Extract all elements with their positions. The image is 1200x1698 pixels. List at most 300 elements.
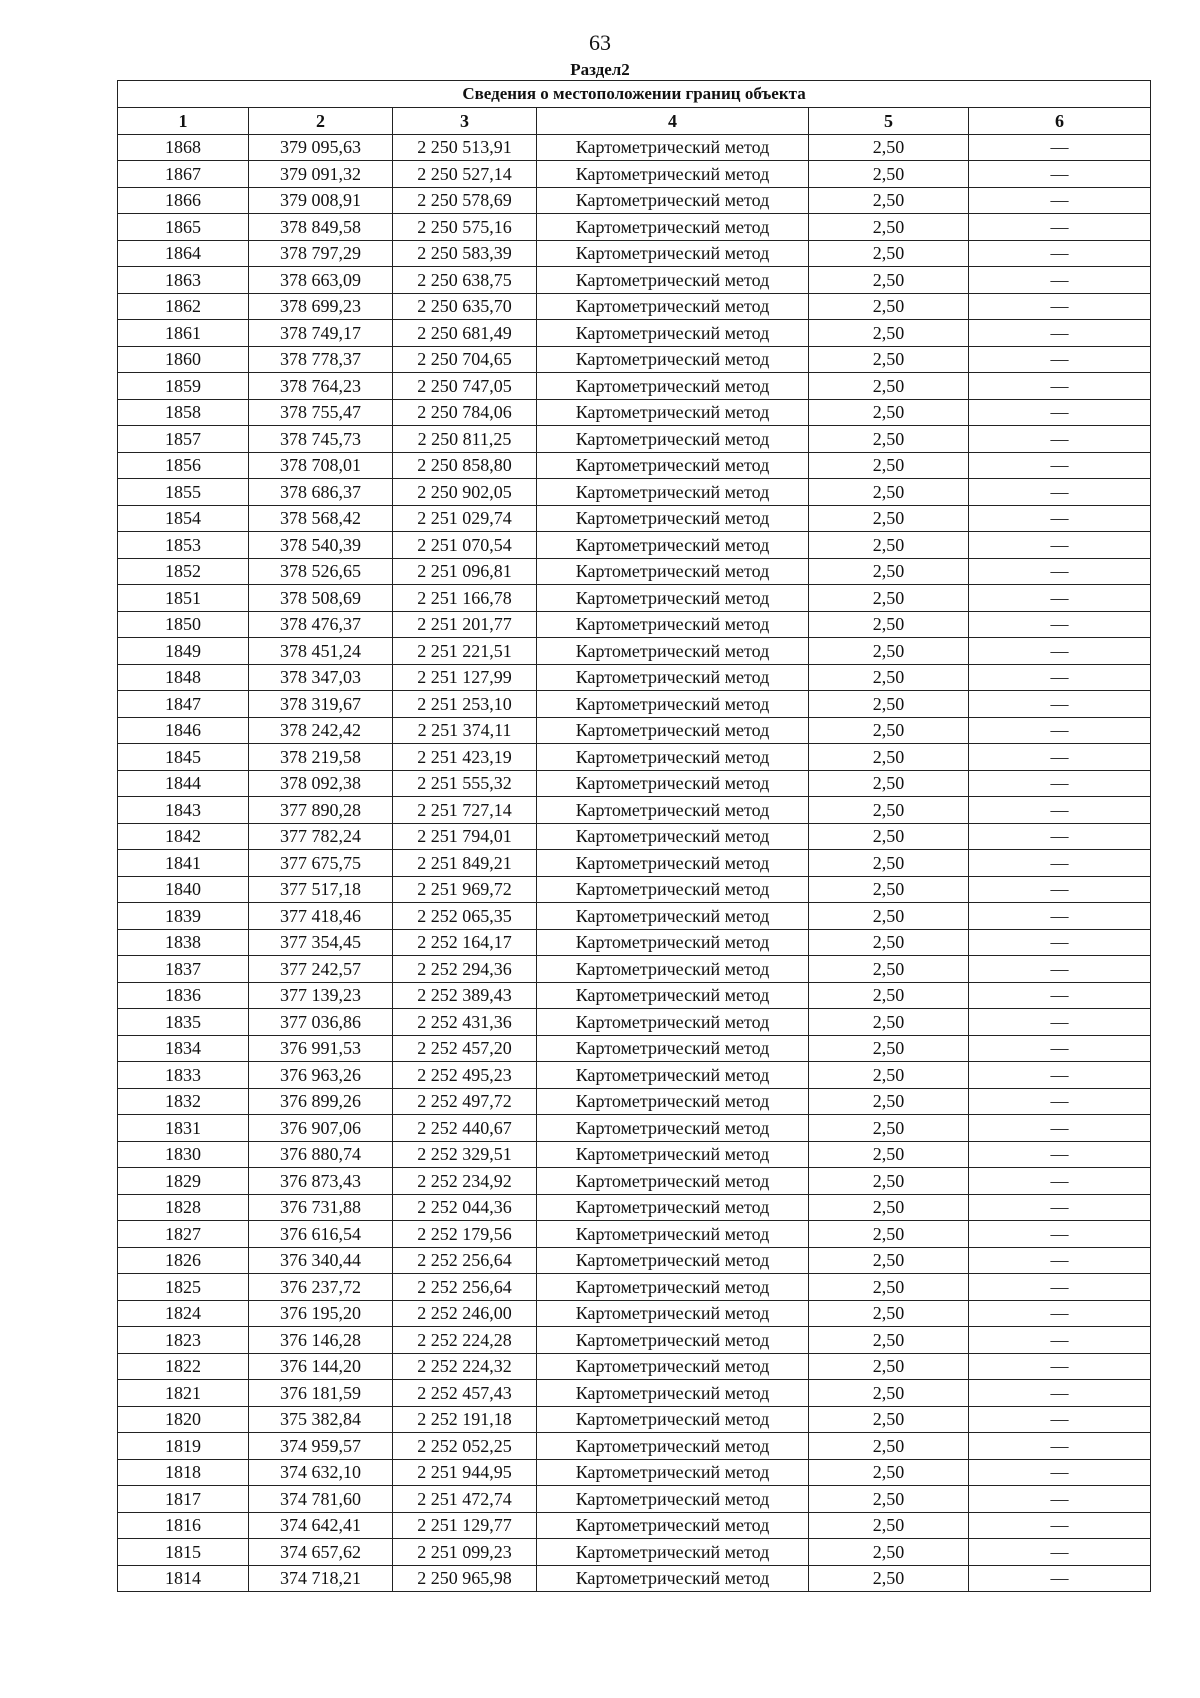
x-coordinate-cell: 378 849,58: [249, 214, 393, 241]
accuracy-cell: 2,50: [809, 638, 969, 665]
point-number-cell: 1830: [118, 1141, 249, 1168]
x-coordinate-cell: 376 991,53: [249, 1035, 393, 1062]
x-coordinate-cell: 378 708,01: [249, 452, 393, 479]
x-coordinate-cell: 374 959,57: [249, 1433, 393, 1460]
accuracy-cell: 2,50: [809, 1035, 969, 1062]
method-cell: Картометрический метод: [537, 1009, 809, 1036]
y-coordinate-cell: 2 252 234,92: [393, 1168, 537, 1195]
method-cell: Картометрический метод: [537, 717, 809, 744]
method-cell: Картометрический метод: [537, 214, 809, 241]
method-cell: Картометрический метод: [537, 532, 809, 559]
y-coordinate-cell: 2 250 858,80: [393, 452, 537, 479]
method-cell: Картометрический метод: [537, 956, 809, 983]
method-cell: Картометрический метод: [537, 1327, 809, 1354]
point-number-cell: 1834: [118, 1035, 249, 1062]
accuracy-cell: 2,50: [809, 664, 969, 691]
accuracy-cell: 2,50: [809, 1327, 969, 1354]
point-number-cell: 1848: [118, 664, 249, 691]
y-coordinate-cell: 2 250 965,98: [393, 1565, 537, 1592]
table-row: [118, 744, 1151, 771]
accuracy-cell: 2,50: [809, 426, 969, 453]
table-row: [118, 1380, 1151, 1407]
table-row: [118, 1168, 1151, 1195]
section-title: Раздел2: [570, 60, 630, 79]
y-coordinate-cell: 2 250 575,16: [393, 214, 537, 241]
method-cell: Картометрический метод: [537, 850, 809, 877]
accuracy-cell: 2,50: [809, 505, 969, 532]
table-row: [118, 134, 1151, 161]
note-cell: —: [969, 1168, 1151, 1195]
y-coordinate-cell: 2 252 065,35: [393, 903, 537, 930]
method-cell: Картометрический метод: [537, 929, 809, 956]
point-number-cell: 1854: [118, 505, 249, 532]
column-header: 1: [118, 108, 249, 135]
note-cell: —: [969, 1247, 1151, 1274]
accuracy-cell: 2,50: [809, 1221, 969, 1248]
y-coordinate-cell: 2 252 440,67: [393, 1115, 537, 1142]
method-cell: Картометрический метод: [537, 1088, 809, 1115]
note-cell: —: [969, 240, 1151, 267]
y-coordinate-cell: 2 251 472,74: [393, 1486, 537, 1513]
x-coordinate-cell: 378 540,39: [249, 532, 393, 559]
method-cell: Картометрический метод: [537, 1353, 809, 1380]
method-cell: Картометрический метод: [537, 1539, 809, 1566]
note-cell: —: [969, 346, 1151, 373]
table-row: [118, 638, 1151, 665]
x-coordinate-cell: 379 091,32: [249, 161, 393, 188]
x-coordinate-cell: 376 963,26: [249, 1062, 393, 1089]
method-cell: Картометрический метод: [537, 823, 809, 850]
accuracy-cell: 2,50: [809, 1115, 969, 1142]
accuracy-cell: 2,50: [809, 1300, 969, 1327]
note-cell: —: [969, 929, 1151, 956]
y-coordinate-cell: 2 252 495,23: [393, 1062, 537, 1089]
column-header: 6: [969, 108, 1151, 135]
point-number-cell: 1815: [118, 1539, 249, 1566]
table-row: [118, 1565, 1151, 1592]
accuracy-cell: 2,50: [809, 1353, 969, 1380]
point-number-cell: 1837: [118, 956, 249, 983]
note-cell: —: [969, 1300, 1151, 1327]
note-cell: —: [969, 532, 1151, 559]
method-cell: Картометрический метод: [537, 293, 809, 320]
note-cell: —: [969, 903, 1151, 930]
note-cell: —: [969, 876, 1151, 903]
note-cell: —: [969, 664, 1151, 691]
y-coordinate-cell: 2 251 794,01: [393, 823, 537, 850]
method-cell: Картометрический метод: [537, 1486, 809, 1513]
y-coordinate-cell: 2 252 256,64: [393, 1247, 537, 1274]
method-cell: Картометрический метод: [537, 187, 809, 214]
accuracy-cell: 2,50: [809, 876, 969, 903]
table-row: [118, 691, 1151, 718]
note-cell: —: [969, 1512, 1151, 1539]
method-cell: Картометрический метод: [537, 1380, 809, 1407]
y-coordinate-cell: 2 251 029,74: [393, 505, 537, 532]
x-coordinate-cell: 378 347,03: [249, 664, 393, 691]
note-cell: —: [969, 1565, 1151, 1592]
note-cell: —: [969, 214, 1151, 241]
x-coordinate-cell: 376 907,06: [249, 1115, 393, 1142]
point-number-cell: 1860: [118, 346, 249, 373]
method-cell: Картометрический метод: [537, 1115, 809, 1142]
note-cell: —: [969, 770, 1151, 797]
note-cell: —: [969, 426, 1151, 453]
table-row: [118, 558, 1151, 585]
method-cell: Картометрический метод: [537, 346, 809, 373]
table-row: [118, 532, 1151, 559]
point-number-cell: 1824: [118, 1300, 249, 1327]
point-number-cell: 1840: [118, 876, 249, 903]
column-header: 5: [809, 108, 969, 135]
accuracy-cell: 2,50: [809, 850, 969, 877]
accuracy-cell: 2,50: [809, 558, 969, 585]
point-number-cell: 1820: [118, 1406, 249, 1433]
point-number-cell: 1814: [118, 1565, 249, 1592]
method-cell: Картометрический метод: [537, 585, 809, 612]
accuracy-cell: 2,50: [809, 1380, 969, 1407]
table-row: [118, 1353, 1151, 1380]
method-cell: Картометрический метод: [537, 479, 809, 506]
table-row: [118, 585, 1151, 612]
x-coordinate-cell: 378 745,73: [249, 426, 393, 453]
note-cell: —: [969, 1406, 1151, 1433]
table-row: [118, 982, 1151, 1009]
note-cell: —: [969, 1274, 1151, 1301]
table-row: [118, 1141, 1151, 1168]
note-cell: —: [969, 1327, 1151, 1354]
x-coordinate-cell: 378 219,58: [249, 744, 393, 771]
x-coordinate-cell: 377 139,23: [249, 982, 393, 1009]
y-coordinate-cell: 2 252 246,00: [393, 1300, 537, 1327]
method-cell: Картометрический метод: [537, 373, 809, 400]
point-number-cell: 1822: [118, 1353, 249, 1380]
point-number-cell: 1839: [118, 903, 249, 930]
table-row: [118, 611, 1151, 638]
table-row: [118, 426, 1151, 453]
point-number-cell: 1838: [118, 929, 249, 956]
note-cell: —: [969, 956, 1151, 983]
table-row: [118, 1035, 1151, 1062]
x-coordinate-cell: 377 890,28: [249, 797, 393, 824]
note-cell: —: [969, 399, 1151, 426]
note-cell: —: [969, 1009, 1151, 1036]
accuracy-cell: 2,50: [809, 320, 969, 347]
table-row: [118, 1486, 1151, 1513]
accuracy-cell: 2,50: [809, 744, 969, 771]
point-number-cell: 1846: [118, 717, 249, 744]
point-number-cell: 1868: [118, 134, 249, 161]
x-coordinate-cell: 378 319,67: [249, 691, 393, 718]
y-coordinate-cell: 2 251 727,14: [393, 797, 537, 824]
point-number-cell: 1859: [118, 373, 249, 400]
x-coordinate-cell: 377 418,46: [249, 903, 393, 930]
note-cell: —: [969, 638, 1151, 665]
method-cell: Картометрический метод: [537, 1247, 809, 1274]
x-coordinate-cell: 378 092,38: [249, 770, 393, 797]
y-coordinate-cell: 2 252 224,32: [393, 1353, 537, 1380]
point-number-cell: 1857: [118, 426, 249, 453]
accuracy-cell: 2,50: [809, 611, 969, 638]
note-cell: —: [969, 505, 1151, 532]
y-coordinate-cell: 2 251 129,77: [393, 1512, 537, 1539]
accuracy-cell: 2,50: [809, 1433, 969, 1460]
y-coordinate-cell: 2 251 253,10: [393, 691, 537, 718]
table-row: [118, 770, 1151, 797]
x-coordinate-cell: 376 731,88: [249, 1194, 393, 1221]
point-number-cell: 1818: [118, 1459, 249, 1486]
method-cell: Картометрический метод: [537, 1406, 809, 1433]
y-coordinate-cell: 2 252 431,36: [393, 1009, 537, 1036]
table-row: [118, 1062, 1151, 1089]
note-cell: —: [969, 267, 1151, 294]
accuracy-cell: 2,50: [809, 532, 969, 559]
table-row: [118, 1512, 1151, 1539]
point-number-cell: 1853: [118, 532, 249, 559]
x-coordinate-cell: 378 242,42: [249, 717, 393, 744]
method-cell: Картометрический метод: [537, 797, 809, 824]
accuracy-cell: 2,50: [809, 452, 969, 479]
x-coordinate-cell: 376 873,43: [249, 1168, 393, 1195]
x-coordinate-cell: 378 755,47: [249, 399, 393, 426]
table-row: [118, 373, 1151, 400]
x-coordinate-cell: 378 663,09: [249, 267, 393, 294]
note-cell: —: [969, 452, 1151, 479]
note-cell: —: [969, 823, 1151, 850]
accuracy-cell: 2,50: [809, 346, 969, 373]
accuracy-cell: 2,50: [809, 373, 969, 400]
table-caption-row: [118, 81, 1151, 108]
column-header: 2: [249, 108, 393, 135]
x-coordinate-cell: 379 008,91: [249, 187, 393, 214]
accuracy-cell: 2,50: [809, 982, 969, 1009]
method-cell: Картометрический метод: [537, 876, 809, 903]
method-cell: Картометрический метод: [537, 638, 809, 665]
y-coordinate-cell: 2 251 555,32: [393, 770, 537, 797]
y-coordinate-cell: 2 250 583,39: [393, 240, 537, 267]
x-coordinate-cell: 376 237,72: [249, 1274, 393, 1301]
y-coordinate-cell: 2 251 374,11: [393, 717, 537, 744]
x-coordinate-cell: 374 642,41: [249, 1512, 393, 1539]
point-number-cell: 1833: [118, 1062, 249, 1089]
point-number-cell: 1825: [118, 1274, 249, 1301]
y-coordinate-cell: 2 250 747,05: [393, 373, 537, 400]
method-cell: Картометрический метод: [537, 1194, 809, 1221]
point-number-cell: 1849: [118, 638, 249, 665]
accuracy-cell: 2,50: [809, 1168, 969, 1195]
accuracy-cell: 2,50: [809, 903, 969, 930]
y-coordinate-cell: 2 251 127,99: [393, 664, 537, 691]
point-number-cell: 1852: [118, 558, 249, 585]
method-cell: Картометрический метод: [537, 1512, 809, 1539]
accuracy-cell: 2,50: [809, 770, 969, 797]
y-coordinate-cell: 2 252 389,43: [393, 982, 537, 1009]
method-cell: Картометрический метод: [537, 240, 809, 267]
table-row: [118, 267, 1151, 294]
y-coordinate-cell: 2 252 457,20: [393, 1035, 537, 1062]
x-coordinate-cell: 378 526,65: [249, 558, 393, 585]
point-number-cell: 1841: [118, 850, 249, 877]
note-cell: —: [969, 611, 1151, 638]
point-number-cell: 1858: [118, 399, 249, 426]
accuracy-cell: 2,50: [809, 1088, 969, 1115]
point-number-cell: 1862: [118, 293, 249, 320]
point-number-cell: 1819: [118, 1433, 249, 1460]
x-coordinate-cell: 378 764,23: [249, 373, 393, 400]
note-cell: —: [969, 293, 1151, 320]
note-cell: —: [969, 585, 1151, 612]
note-cell: —: [969, 797, 1151, 824]
y-coordinate-cell: 2 250 527,14: [393, 161, 537, 188]
table-row: [118, 1327, 1151, 1354]
note-cell: —: [969, 187, 1151, 214]
x-coordinate-cell: 377 675,75: [249, 850, 393, 877]
accuracy-cell: 2,50: [809, 1194, 969, 1221]
x-coordinate-cell: 376 616,54: [249, 1221, 393, 1248]
x-coordinate-cell: 376 181,59: [249, 1380, 393, 1407]
accuracy-cell: 2,50: [809, 1512, 969, 1539]
y-coordinate-cell: 2 251 944,95: [393, 1459, 537, 1486]
table-row: [118, 903, 1151, 930]
accuracy-cell: 2,50: [809, 797, 969, 824]
y-coordinate-cell: 2 252 044,36: [393, 1194, 537, 1221]
method-cell: Картометрический метод: [537, 1433, 809, 1460]
x-coordinate-cell: 376 880,74: [249, 1141, 393, 1168]
table-row: [118, 214, 1151, 241]
note-cell: —: [969, 850, 1151, 877]
table-row: [118, 1300, 1151, 1327]
y-coordinate-cell: 2 250 513,91: [393, 134, 537, 161]
y-coordinate-cell: 2 250 638,75: [393, 267, 537, 294]
point-number-cell: 1861: [118, 320, 249, 347]
page-number: 63: [589, 30, 611, 55]
table-row: [118, 240, 1151, 267]
table-row: [118, 1088, 1151, 1115]
y-coordinate-cell: 2 252 164,17: [393, 929, 537, 956]
table-row: [118, 505, 1151, 532]
point-number-cell: 1828: [118, 1194, 249, 1221]
y-coordinate-cell: 2 251 166,78: [393, 585, 537, 612]
table-row: [118, 479, 1151, 506]
note-cell: —: [969, 982, 1151, 1009]
point-number-cell: 1850: [118, 611, 249, 638]
table-row: [118, 1247, 1151, 1274]
accuracy-cell: 2,50: [809, 956, 969, 983]
y-coordinate-cell: 2 250 811,25: [393, 426, 537, 453]
accuracy-cell: 2,50: [809, 240, 969, 267]
table-row: [118, 293, 1151, 320]
note-cell: —: [969, 744, 1151, 771]
boundary-coordinates-table: [117, 80, 1151, 1592]
point-number-cell: 1867: [118, 161, 249, 188]
point-number-cell: 1847: [118, 691, 249, 718]
accuracy-cell: 2,50: [809, 1274, 969, 1301]
point-number-cell: 1866: [118, 187, 249, 214]
y-coordinate-cell: 2 251 096,81: [393, 558, 537, 585]
method-cell: Картометрический метод: [537, 505, 809, 532]
method-cell: Картометрический метод: [537, 744, 809, 771]
x-coordinate-cell: 378 749,17: [249, 320, 393, 347]
table-row: [118, 823, 1151, 850]
y-coordinate-cell: 2 250 704,65: [393, 346, 537, 373]
accuracy-cell: 2,50: [809, 1009, 969, 1036]
table-row: [118, 1221, 1151, 1248]
x-coordinate-cell: 376 195,20: [249, 1300, 393, 1327]
table-row: [118, 797, 1151, 824]
y-coordinate-cell: 2 252 294,36: [393, 956, 537, 983]
method-cell: Картометрический метод: [537, 903, 809, 930]
x-coordinate-cell: 378 699,23: [249, 293, 393, 320]
table-row: [118, 1009, 1151, 1036]
method-cell: Картометрический метод: [537, 1565, 809, 1592]
table-row: [118, 452, 1151, 479]
table-body: [118, 134, 1151, 1592]
note-cell: —: [969, 1539, 1151, 1566]
note-cell: —: [969, 1221, 1151, 1248]
table-row: [118, 1539, 1151, 1566]
point-number-cell: 1855: [118, 479, 249, 506]
accuracy-cell: 2,50: [809, 187, 969, 214]
accuracy-cell: 2,50: [809, 479, 969, 506]
note-cell: —: [969, 1141, 1151, 1168]
x-coordinate-cell: 376 144,20: [249, 1353, 393, 1380]
y-coordinate-cell: 2 250 578,69: [393, 187, 537, 214]
y-coordinate-cell: 2 251 423,19: [393, 744, 537, 771]
y-coordinate-cell: 2 252 191,18: [393, 1406, 537, 1433]
method-cell: Картометрический метод: [537, 1274, 809, 1301]
point-number-cell: 1845: [118, 744, 249, 771]
point-number-cell: 1842: [118, 823, 249, 850]
point-number-cell: 1843: [118, 797, 249, 824]
note-cell: —: [969, 1433, 1151, 1460]
table-row: [118, 1274, 1151, 1301]
accuracy-cell: 2,50: [809, 1486, 969, 1513]
x-coordinate-cell: 377 782,24: [249, 823, 393, 850]
table-row: [118, 1433, 1151, 1460]
accuracy-cell: 2,50: [809, 585, 969, 612]
point-number-cell: 1821: [118, 1380, 249, 1407]
table-row: [118, 1115, 1151, 1142]
table-row: [118, 1194, 1151, 1221]
x-coordinate-cell: 378 797,29: [249, 240, 393, 267]
table-row: [118, 876, 1151, 903]
x-coordinate-cell: 377 354,45: [249, 929, 393, 956]
accuracy-cell: 2,50: [809, 1565, 969, 1592]
y-coordinate-cell: 2 251 969,72: [393, 876, 537, 903]
point-number-cell: 1826: [118, 1247, 249, 1274]
method-cell: Картометрический метод: [537, 611, 809, 638]
x-coordinate-cell: 377 036,86: [249, 1009, 393, 1036]
point-number-cell: 1836: [118, 982, 249, 1009]
y-coordinate-cell: 2 252 329,51: [393, 1141, 537, 1168]
method-cell: Картометрический метод: [537, 1459, 809, 1486]
y-coordinate-cell: 2 250 902,05: [393, 479, 537, 506]
table-row: [118, 1406, 1151, 1433]
table-row: [118, 320, 1151, 347]
y-coordinate-cell: 2 250 635,70: [393, 293, 537, 320]
y-coordinate-cell: 2 251 221,51: [393, 638, 537, 665]
x-coordinate-cell: 376 146,28: [249, 1327, 393, 1354]
x-coordinate-cell: 374 781,60: [249, 1486, 393, 1513]
point-number-cell: 1823: [118, 1327, 249, 1354]
table-row: [118, 664, 1151, 691]
table-row: [118, 956, 1151, 983]
accuracy-cell: 2,50: [809, 929, 969, 956]
point-number-cell: 1816: [118, 1512, 249, 1539]
note-cell: —: [969, 1486, 1151, 1513]
method-cell: Картометрический метод: [537, 134, 809, 161]
accuracy-cell: 2,50: [809, 823, 969, 850]
